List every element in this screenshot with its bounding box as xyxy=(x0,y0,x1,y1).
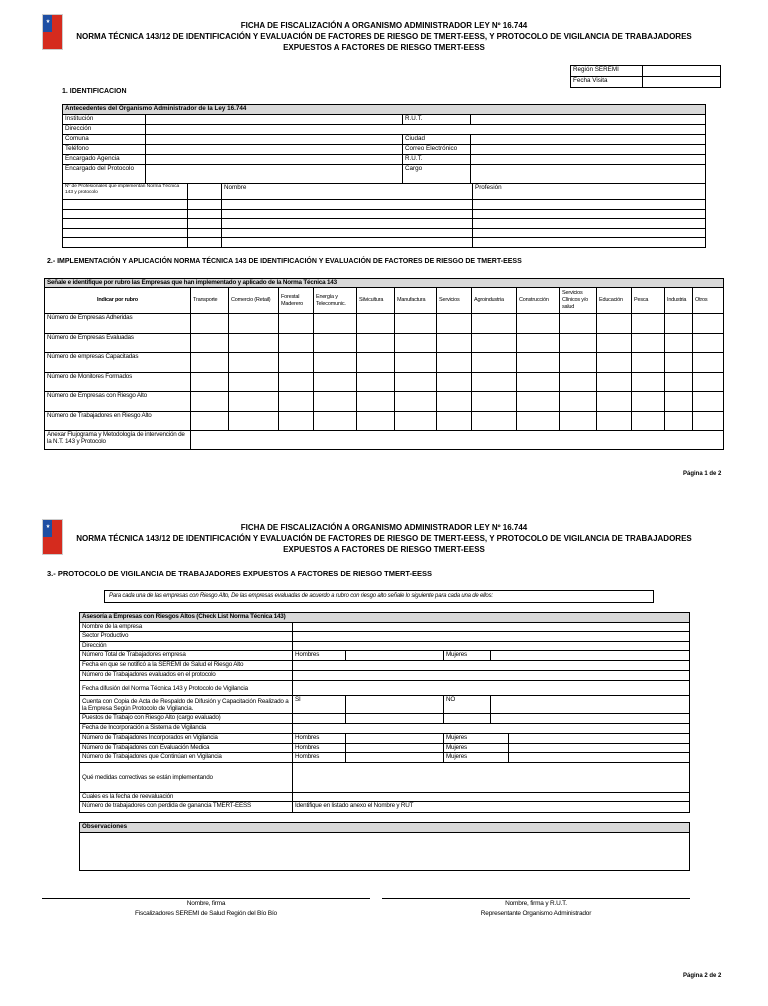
implementation-cell[interactable] xyxy=(357,372,395,392)
implementation-cell[interactable] xyxy=(357,333,395,353)
implementation-cell[interactable] xyxy=(517,333,560,353)
rubro-column-header: Silvicultura xyxy=(357,288,395,314)
page-1-footer: Página 1 de 2 xyxy=(683,471,722,477)
annex-field[interactable] xyxy=(191,431,724,450)
field-label: Dirección xyxy=(63,125,146,135)
option-b-label: NO xyxy=(444,696,491,714)
checklist-row-label: Número de trabajadores con perdida de ganancia TMERT-EESS xyxy=(80,802,293,813)
professional-cell[interactable] xyxy=(222,200,473,210)
implementation-cell[interactable] xyxy=(597,314,632,334)
hombres-label: Hombres xyxy=(293,744,346,753)
checklist-row xyxy=(80,724,690,734)
hombres-field[interactable] xyxy=(346,744,444,753)
rubro-column-header: Energía y Telecomunic. xyxy=(314,288,357,314)
field-value[interactable] xyxy=(146,115,403,125)
implementation-cell[interactable] xyxy=(229,392,279,412)
option-a-label xyxy=(293,714,346,724)
implementation-cell[interactable] xyxy=(314,333,357,353)
implementation-cell[interactable] xyxy=(693,392,724,412)
rubro-column-header: Construcción xyxy=(517,288,560,314)
professional-cell[interactable] xyxy=(222,228,473,238)
implementation-row xyxy=(45,411,724,431)
professionals-count-header: Nº de Profesionales que implementan Norma Técnica 143 y protocolo xyxy=(63,184,188,200)
implementation-cell[interactable] xyxy=(437,372,472,392)
checklist-row xyxy=(80,661,690,671)
checklist-row-label: Número de Trabajadores evaluados en el protocolo xyxy=(80,671,293,681)
checklist-row xyxy=(80,671,690,681)
implementation-cell[interactable] xyxy=(437,353,472,373)
implementation-cell[interactable] xyxy=(560,353,597,373)
option-b-field[interactable] xyxy=(491,651,690,661)
hombres-label: Hombres xyxy=(293,753,346,763)
checklist-row xyxy=(80,623,690,632)
implementation-cell[interactable] xyxy=(357,411,395,431)
rubro-header-row xyxy=(45,288,724,314)
field-label: Teléfono xyxy=(63,145,146,155)
document-title-page-2 xyxy=(0,522,768,555)
left-signature-caption xyxy=(42,899,370,919)
title-line-2: NORMA TÉCNICA 143/12 DE IDENTIFICACIÓN Y EVALUACIÓN DE FACTORES DE RIESGO DE TMERT-EESS, Y PROTOCOLO DE VIGILANCIA DE TRABAJADORES xyxy=(76,534,692,543)
professional-cell[interactable] xyxy=(222,219,473,229)
mujeres-field[interactable] xyxy=(509,753,690,763)
implementation-cell[interactable] xyxy=(472,372,517,392)
professionals-name-header: Nombre xyxy=(222,184,473,200)
professional-cell[interactable] xyxy=(188,228,222,238)
field-value[interactable] xyxy=(146,135,403,145)
implementation-cell[interactable] xyxy=(191,353,229,373)
implementation-cell[interactable] xyxy=(597,411,632,431)
checklist-field[interactable] xyxy=(293,661,690,671)
checklist-row-label: Nombre de la empresa xyxy=(80,623,293,632)
rubro-column-header: Agroindustria xyxy=(472,288,517,314)
region-visit-table xyxy=(570,65,721,88)
document-title xyxy=(0,20,768,53)
checklist-row-label: Número de Trabajadores con Evaluación Medica xyxy=(80,744,293,753)
implementation-cell[interactable] xyxy=(229,333,279,353)
rubro-column-header: Pesca xyxy=(632,288,665,314)
hombres-label: Hombres xyxy=(293,734,346,744)
professional-cell[interactable] xyxy=(63,228,188,238)
section-1-title: 1. IDENTIFICACION xyxy=(62,88,127,95)
checklist-row xyxy=(80,744,690,753)
checklist-row-label: Puestos de Trabajo con Riesgo Alto (cargo evaluado) xyxy=(80,714,293,724)
checklist-row-label: Número de Trabajadores que Continúan en Vigilancia xyxy=(80,753,293,763)
identification-row xyxy=(63,115,706,125)
fecha-visita-label: Fecha Visita xyxy=(571,77,643,88)
title-line-1: FICHA DE FISCALIZACIÓN A ORGANISMO ADMINISTRADOR LEY Nº 16.744 xyxy=(240,21,528,30)
right-signature-role: Representante Organismo Administrador xyxy=(480,910,592,917)
region-seremi-label: Región SEREMI xyxy=(571,66,643,77)
option-b-label xyxy=(444,714,491,724)
implementation-cell[interactable] xyxy=(314,353,357,373)
implementation-cell[interactable] xyxy=(437,411,472,431)
implementation-row xyxy=(45,392,724,412)
identification-table xyxy=(62,104,706,184)
implementation-cell[interactable] xyxy=(560,333,597,353)
field-label: Encargado del Protocolo xyxy=(63,165,146,184)
mujeres-field[interactable] xyxy=(509,734,690,744)
checklist-row xyxy=(80,632,690,642)
identification-table-header: Antecedentes del Organismo Administrador de la Ley 16.744 xyxy=(63,105,706,115)
implementation-cell[interactable] xyxy=(632,314,665,334)
instruction-box: Para cada una de las empresas con Riesgo Alto, De las empresas evaluadas de acuerdo a rubro con riesgo alto señale lo siguiente para cada una de ellos: xyxy=(104,590,654,603)
checklist-row-label: Qué medidas correctivas se están implementando xyxy=(80,763,293,793)
rubro-column-header: Indicar por rubro xyxy=(45,288,191,314)
checklist-row xyxy=(80,734,690,744)
professional-cell[interactable] xyxy=(473,228,706,238)
implementation-cell[interactable] xyxy=(229,411,279,431)
checklist-row-label: Sector Productivo xyxy=(80,632,293,642)
checklist-row xyxy=(80,763,690,793)
option-a-field[interactable] xyxy=(346,651,444,661)
professional-row xyxy=(63,219,706,229)
professional-cell[interactable] xyxy=(473,209,706,219)
implementation-cell[interactable] xyxy=(693,314,724,334)
implementation-cell[interactable] xyxy=(517,372,560,392)
field-label-2: Ciudad xyxy=(403,135,471,145)
implementation-cell[interactable] xyxy=(314,314,357,334)
field-value-2[interactable] xyxy=(471,115,706,125)
implementation-cell[interactable] xyxy=(314,372,357,392)
right-signature-caption xyxy=(382,899,690,919)
checklist-field[interactable] xyxy=(293,793,690,802)
implementation-cell[interactable] xyxy=(437,333,472,353)
implementation-cell[interactable] xyxy=(395,411,437,431)
professional-cell[interactable] xyxy=(188,209,222,219)
checklist-note: Identifique en listado anexo el Nombre y RUT xyxy=(293,802,690,813)
section-2-title: 2.- IMPLEMENTACIÓN Y APLICACIÓN NORMA TÉCNICA 143 DE IDENTIFICACIÓN Y EVALUACIÓN DE FACTORES DE RIESGO DE TMERT-EESS xyxy=(47,258,522,265)
field-value[interactable] xyxy=(146,165,403,184)
field-value[interactable] xyxy=(146,125,706,135)
implementation-cell[interactable] xyxy=(632,333,665,353)
implementation-cell[interactable] xyxy=(597,353,632,373)
option-a-field[interactable] xyxy=(346,696,444,714)
implementation-row xyxy=(45,353,724,373)
mujeres-field[interactable] xyxy=(509,744,690,753)
professional-cell[interactable] xyxy=(473,200,706,210)
implementation-row-label: Número de Trabajadores en Riesgo Alto xyxy=(45,411,191,431)
checklist-row xyxy=(80,802,690,813)
implementation-cell[interactable] xyxy=(693,372,724,392)
implementation-cell[interactable] xyxy=(472,411,517,431)
checklist-row-label: Cuales es la fecha de reevaluación xyxy=(80,793,293,802)
rubro-column-header: Otros xyxy=(693,288,724,314)
implementation-cell[interactable] xyxy=(191,372,229,392)
observations-header: Observaciones xyxy=(80,823,690,833)
page-2-footer: Página 2 de 2 xyxy=(683,973,722,979)
hombres-field[interactable] xyxy=(346,734,444,744)
implementation-cell[interactable] xyxy=(472,392,517,412)
mujeres-label: Mujeres xyxy=(444,744,509,753)
checklist-row xyxy=(80,681,690,696)
implementation-cell[interactable] xyxy=(472,314,517,334)
fecha-visita-field[interactable] xyxy=(643,77,721,88)
rubro-column-header: Educación xyxy=(597,288,632,314)
option-a-field[interactable] xyxy=(346,714,444,724)
professional-row xyxy=(63,238,706,248)
checklist-row-label: Fecha de Incorporación a Sistema de Vigilancia xyxy=(80,724,293,734)
implementation-cell[interactable] xyxy=(395,392,437,412)
implementation-cell[interactable] xyxy=(279,314,314,334)
implementation-cell[interactable] xyxy=(693,411,724,431)
rubro-column-header: Servicios Clínicos y/o salud xyxy=(560,288,597,314)
implementation-cell[interactable] xyxy=(632,353,665,373)
professional-cell[interactable] xyxy=(222,209,473,219)
rubro-column-header: Transporte xyxy=(191,288,229,314)
checklist-row-label: Cuenta con Copia de Acta de Respaldo de Difusión y Capacitación Realizado a la Empresa Según Protocolo de Vigilancia. xyxy=(80,696,293,714)
checklist-field[interactable] xyxy=(293,623,690,632)
implementation-cell[interactable] xyxy=(472,353,517,373)
implementation-cell[interactable] xyxy=(517,314,560,334)
checklist-row xyxy=(80,642,690,651)
field-value[interactable] xyxy=(146,145,403,155)
option-a-label: Hombres xyxy=(293,651,346,661)
checklist-row xyxy=(80,793,690,802)
professional-cell[interactable] xyxy=(63,209,188,219)
implementation-cell[interactable] xyxy=(665,372,693,392)
implementation-cell[interactable] xyxy=(357,314,395,334)
professional-row xyxy=(63,200,706,210)
implementation-cell[interactable] xyxy=(229,372,279,392)
implementation-cell[interactable] xyxy=(517,353,560,373)
identification-row xyxy=(63,165,706,184)
implementation-cell[interactable] xyxy=(437,314,472,334)
professional-cell[interactable] xyxy=(63,200,188,210)
implementation-cell[interactable] xyxy=(191,333,229,353)
professional-cell[interactable] xyxy=(473,219,706,229)
implementation-cell[interactable] xyxy=(665,392,693,412)
field-value[interactable] xyxy=(146,155,403,165)
implementation-cell[interactable] xyxy=(597,333,632,353)
implementation-cell[interactable] xyxy=(395,314,437,334)
professional-row xyxy=(63,209,706,219)
professionals-profession-header: Profesión xyxy=(473,184,706,200)
rubro-column-header: Manufactura xyxy=(395,288,437,314)
implementation-cell[interactable] xyxy=(560,392,597,412)
professional-cell[interactable] xyxy=(188,219,222,229)
mujeres-label: Mujeres xyxy=(444,753,509,763)
implementation-cell[interactable] xyxy=(693,333,724,353)
professional-cell[interactable] xyxy=(188,200,222,210)
title-line-2: NORMA TÉCNICA 143/12 DE IDENTIFICACIÓN Y EVALUACIÓN DE FACTORES DE RIESGO DE TMERT-EESS, Y PROTOCOLO DE VIGILANCIA DE TRABAJADORES xyxy=(76,32,692,41)
checklist-field[interactable] xyxy=(293,724,690,734)
hombres-field[interactable] xyxy=(346,753,444,763)
implementation-cell[interactable] xyxy=(279,372,314,392)
implementation-cell[interactable] xyxy=(314,411,357,431)
rubro-column-header: Comercio (Retail) xyxy=(229,288,279,314)
checklist-field[interactable] xyxy=(293,642,690,651)
identification-row xyxy=(63,155,706,165)
professional-row xyxy=(63,228,706,238)
professional-cell[interactable] xyxy=(222,238,473,248)
field-label: Encargado Agencia xyxy=(63,155,146,165)
implementation-cell[interactable] xyxy=(665,314,693,334)
implementation-cell[interactable] xyxy=(560,411,597,431)
implementation-cell[interactable] xyxy=(279,333,314,353)
checklist-field[interactable] xyxy=(293,671,690,681)
checklist-field[interactable] xyxy=(293,763,690,793)
implementation-cell[interactable] xyxy=(357,353,395,373)
checklist-field[interactable] xyxy=(293,681,690,696)
implementation-table xyxy=(44,278,724,450)
implementation-cell[interactable] xyxy=(395,353,437,373)
checklist-row xyxy=(80,651,690,661)
implementation-cell[interactable] xyxy=(632,372,665,392)
professional-cell[interactable] xyxy=(63,238,188,248)
observations-table xyxy=(79,822,690,871)
identification-row xyxy=(63,145,706,155)
professional-cell[interactable] xyxy=(188,238,222,248)
professionals-count-field[interactable] xyxy=(188,184,222,200)
implementation-cell[interactable] xyxy=(665,333,693,353)
implementation-cell[interactable] xyxy=(597,392,632,412)
implementation-row xyxy=(45,372,724,392)
mujeres-label: Mujeres xyxy=(444,734,509,744)
professional-cell[interactable] xyxy=(63,219,188,229)
implementation-cell[interactable] xyxy=(632,392,665,412)
right-signature-name: Nombre, firma y R.U.T. xyxy=(505,900,567,907)
field-label-2: Correo Electrónico xyxy=(403,145,471,155)
implementation-cell[interactable] xyxy=(632,411,665,431)
implementation-cell[interactable] xyxy=(229,353,279,373)
field-label: Institución xyxy=(63,115,146,125)
implementation-row-label: Número de Monitores Formados xyxy=(45,372,191,392)
observations-field[interactable] xyxy=(80,833,690,871)
implementation-cell[interactable] xyxy=(517,411,560,431)
field-label: Comuna xyxy=(63,135,146,145)
checklist-row-label: Fecha en que se notificó a la SEREMI de Salud el Riesgo Alto xyxy=(80,661,293,671)
implementation-cell[interactable] xyxy=(395,372,437,392)
field-value-2[interactable] xyxy=(471,155,706,165)
implementation-row-label: Número de empresas Capacitadas xyxy=(45,353,191,373)
implementation-cell[interactable] xyxy=(314,392,357,412)
checklist-row-label: Número de Trabajadores Incorporados en Vigilancia xyxy=(80,734,293,744)
option-b-field[interactable] xyxy=(491,696,690,714)
high-risk-checklist-table xyxy=(79,612,690,813)
implementation-row-label: Número de Empresas Adheridas xyxy=(45,314,191,334)
field-value-2[interactable] xyxy=(471,165,706,184)
checklist-row xyxy=(80,753,690,763)
implementation-row xyxy=(45,314,724,334)
option-b-label: Mujeres xyxy=(444,651,491,661)
title-line-1: FICHA DE FISCALIZACIÓN A ORGANISMO ADMINISTRADOR LEY Nº 16.744 xyxy=(240,523,528,532)
title-line-3: EXPUESTOS A FACTORES DE RIESGO TMERT-EESS xyxy=(283,545,485,554)
implementation-cell[interactable] xyxy=(597,372,632,392)
checklist-row-label: Número Total de Trabajadores empresa xyxy=(80,651,293,661)
checklist-field[interactable] xyxy=(293,632,690,642)
annex-label: Anexar Flujograma y Metodología de intervención de la N.T. 143 y Protocolo xyxy=(45,431,191,450)
implementation-cell[interactable] xyxy=(437,392,472,412)
field-label-2: R.U.T. xyxy=(403,115,471,125)
implementation-row-label: Número de Empresas Evaluadas xyxy=(45,333,191,353)
checklist-row-label: Fecha difusión del Norma Técnica 143 y Protocolo de Vigilancia xyxy=(80,681,293,696)
implementation-cell[interactable] xyxy=(560,314,597,334)
implementation-cell[interactable] xyxy=(472,333,517,353)
checklist-row xyxy=(80,696,690,714)
field-value-2[interactable] xyxy=(471,135,706,145)
implementation-row xyxy=(45,333,724,353)
identification-row xyxy=(63,135,706,145)
implementation-cell[interactable] xyxy=(693,353,724,373)
professional-cell[interactable] xyxy=(473,238,706,248)
implementation-table-header: Señale e identifique por rubro las Empresas que han implementado y aplicado de la Norma Técnica 143 xyxy=(45,279,724,288)
field-value-2[interactable] xyxy=(471,145,706,155)
implementation-cell[interactable] xyxy=(665,353,693,373)
implementation-cell[interactable] xyxy=(357,392,395,412)
checklist-row xyxy=(80,714,690,724)
implementation-cell[interactable] xyxy=(517,392,560,412)
implementation-cell[interactable] xyxy=(279,411,314,431)
implementation-row-label: Número de Empresas con Riesgo Alto xyxy=(45,392,191,412)
professionals-table xyxy=(62,183,706,248)
implementation-cell[interactable] xyxy=(191,411,229,431)
rubro-column-header: Industria xyxy=(665,288,693,314)
implementation-cell[interactable] xyxy=(279,353,314,373)
implementation-cell[interactable] xyxy=(191,392,229,412)
checklist-row-label: Dirección xyxy=(80,642,293,651)
option-b-field[interactable] xyxy=(491,714,690,724)
section-3-title: 3.- PROTOCOLO DE VIGILANCIA DE TRABAJADORES EXPUESTOS A FACTORES DE RIESGO TMERT-EESS xyxy=(47,569,433,578)
implementation-cell[interactable] xyxy=(229,314,279,334)
field-label-2: Cargo xyxy=(403,165,471,184)
rubro-column-header: Servicios xyxy=(437,288,472,314)
option-a-label: SI xyxy=(293,696,346,714)
title-line-3: EXPUESTOS A FACTORES DE RIESGO TMERT-EESS xyxy=(283,43,485,52)
implementation-cell[interactable] xyxy=(395,333,437,353)
implementation-cell[interactable] xyxy=(279,392,314,412)
checklist-table-header: Asesoría a Empresas con Riesgos Altos (Check List Norma Técnica 143) xyxy=(80,613,690,623)
implementation-cell[interactable] xyxy=(191,314,229,334)
left-signature-name: Nombre, firma xyxy=(186,900,226,907)
identification-row xyxy=(63,125,706,135)
left-signature-role: Fiscalizadores SEREMI de Salud Región del Bío Bío xyxy=(135,910,277,917)
implementation-header-row xyxy=(45,279,724,288)
annex-row xyxy=(45,431,724,450)
implementation-cell[interactable] xyxy=(560,372,597,392)
rubro-column-header: Forestal Maderero xyxy=(279,288,314,314)
implementation-cell[interactable] xyxy=(665,411,693,431)
region-seremi-field[interactable] xyxy=(643,66,721,77)
field-label-2: R.U.T. xyxy=(403,155,471,165)
